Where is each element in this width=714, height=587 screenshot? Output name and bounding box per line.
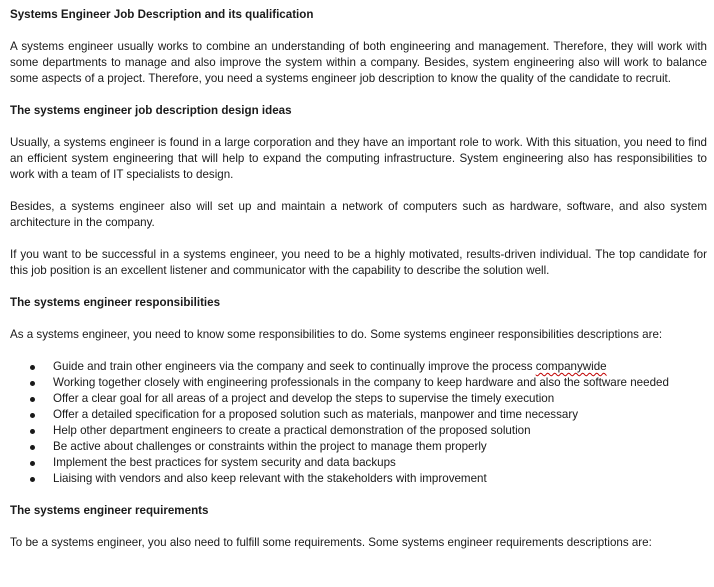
design-ideas-heading: The systems engineer job description design ideas bbox=[10, 104, 292, 117]
bullet-icon bbox=[30, 429, 35, 434]
list-item bbox=[10, 455, 707, 471]
responsibilities-heading: The systems engineer responsibilities bbox=[10, 296, 221, 309]
design-paragraph-3: If you want to be successful in a systems engineer, you need to be a highly motivated, results-driven individual. The top candidate for this job position is an excellent listener and communicator with the capability to describe the solution well. bbox=[10, 248, 707, 277]
spacer bbox=[10, 87, 707, 103]
spacer bbox=[10, 343, 707, 359]
spacer bbox=[10, 183, 707, 199]
list-item-text: Implement the best practices for system security and data backups bbox=[53, 456, 396, 469]
list-item bbox=[10, 407, 707, 423]
responsibilities-intro: As a systems engineer, you need to know some responsibilities to do. Some systems engineer responsibilities descriptions are: bbox=[10, 328, 663, 341]
list-item bbox=[10, 471, 707, 487]
design-paragraph-2: Besides, a systems engineer also will set up and maintain a network of computers such as hardware, software, and also system architecture in the company. bbox=[10, 200, 707, 229]
intro-paragraph: A systems engineer usually works to combine an understanding of both engineering and management. Therefore, they will work with some departments to manage and also improve the system within a company. Besides, system engineering also will work to balance some aspects of a project. Therefore, you need a systems engineer job description to know the quality of the candidate to recruit. bbox=[10, 40, 707, 85]
list-item-text: Working together closely with engineering professionals in the company to keep hardware and also the software needed bbox=[53, 376, 669, 389]
list-item-text: Offer a clear goal for all areas of a project and develop the steps to supervise the timely execution bbox=[53, 392, 555, 405]
requirements-heading: The systems engineer requirements bbox=[10, 504, 209, 517]
spacer bbox=[10, 487, 707, 503]
spacer bbox=[10, 23, 707, 39]
spacer bbox=[10, 119, 707, 135]
document-body bbox=[10, 7, 707, 551]
document-title: Systems Engineer Job Description and its qualification bbox=[10, 8, 314, 21]
bullet-icon bbox=[30, 413, 35, 418]
bullet-icon bbox=[30, 365, 35, 370]
list-item bbox=[10, 359, 707, 375]
list-item bbox=[10, 423, 707, 439]
spacer bbox=[10, 279, 707, 295]
requirements-intro: To be a systems engineer, you also need to fulfill some requirements. Some systems engineer requirements descriptions are: bbox=[10, 536, 652, 549]
bullet-icon bbox=[30, 381, 35, 386]
list-item bbox=[10, 375, 707, 391]
design-paragraph-1: Usually, a systems engineer is found in a large corporation and they have an important role to work. With this situation, you need to find an efficient system engineering that will help to expand the computing infrastructure. System engineering also has responsibilities to work with a team of IT specialists to design. bbox=[10, 136, 707, 181]
spacer bbox=[10, 311, 707, 327]
bullet-icon bbox=[30, 477, 35, 482]
list-item bbox=[10, 391, 707, 407]
list-item-text: Help other department engineers to create a practical demonstration of the proposed solution bbox=[53, 424, 531, 437]
bullet-icon bbox=[30, 445, 35, 450]
spacer bbox=[10, 519, 707, 535]
list-item bbox=[10, 439, 707, 455]
list-item-text: Offer a detailed specification for a proposed solution such as materials, manpower and time necessary bbox=[53, 408, 579, 421]
bullet-icon bbox=[30, 397, 35, 402]
bullet-icon bbox=[30, 461, 35, 466]
list-item-text: Liaising with vendors and also keep relevant with the stakeholders with improvement bbox=[53, 472, 487, 485]
list-item-text: Guide and train other engineers via the company and seek to continually improve the process bbox=[53, 360, 536, 373]
responsibilities-list bbox=[10, 359, 707, 487]
spellcheck-flagged-word: companywide bbox=[535, 360, 607, 373]
list-item-text: Be active about challenges or constraints within the project to manage them properly bbox=[53, 440, 487, 453]
spacer bbox=[10, 231, 707, 247]
